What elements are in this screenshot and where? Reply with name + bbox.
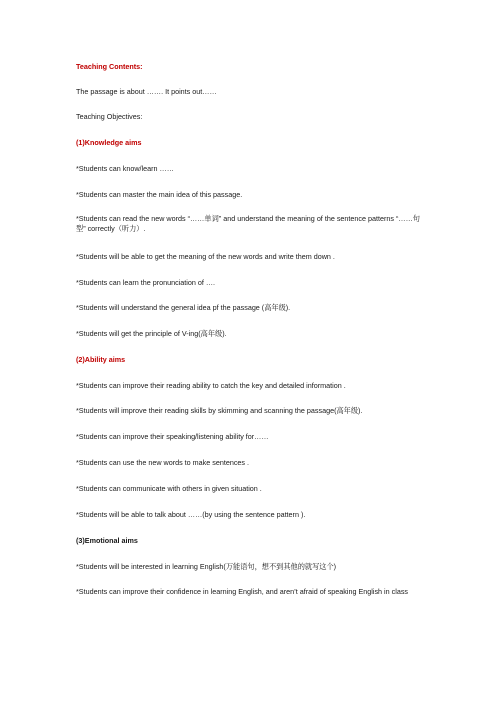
ability-aim-item: *Students can communicate with others in given situation . (76, 484, 262, 493)
knowledge-aim-item: *Students will understand the general idea pf the passage (高年级). (76, 303, 291, 312)
ability-aim-item: *Students will improve their reading skills by skimming and scanning the passage(高年级). (76, 406, 363, 415)
knowledge-aim-item: *Students will be able to get the meaning of the new words and write them down . (76, 252, 335, 261)
ability-aim-item: *Students can improve their reading ability to catch the key and detailed information . (76, 381, 346, 390)
knowledge-aim-item: *Students will get the principle of V-ing(高年级). (76, 329, 227, 338)
knowledge-aims-heading: (1)Knowledge aims (76, 138, 142, 147)
knowledge-aim-item: *Students can read the new words “……单词” and understand the meaning of the sentence patterns “……句型” correctly（听力）. (76, 214, 420, 233)
teaching-contents-title: Teaching Contents: (76, 62, 143, 71)
emotional-aim-item: *Students will be interested in learning English(万能语句，想不到其他的就写这个) (76, 562, 337, 571)
ability-aim-item: *Students can improve their speaking/listening ability for…… (76, 432, 269, 441)
ability-aim-item: *Students will be able to talk about ……(by using the sentence pattern ). (76, 510, 306, 519)
ability-aims-heading: (2)Ability aims (76, 355, 126, 364)
emotional-aims-heading: (3)Emotional aims (76, 536, 138, 545)
teaching-objectives-label: Teaching Objectives: (76, 112, 143, 121)
emotional-aim-item: *Students can improve their confidence in learning English, and aren’t afraid of speaking English in class (76, 587, 409, 596)
passage-summary-line: The passage is about ……. It points out…… (76, 87, 217, 96)
knowledge-aim-item: *Students can master the main idea of this passage. (76, 190, 243, 199)
knowledge-aim-item: *Students can learn the pronunciation of …. (76, 278, 216, 287)
ability-aim-item: *Students can use the new words to make sentences . (76, 458, 249, 467)
knowledge-aim-item: *Students can know/learn …… (76, 164, 174, 173)
